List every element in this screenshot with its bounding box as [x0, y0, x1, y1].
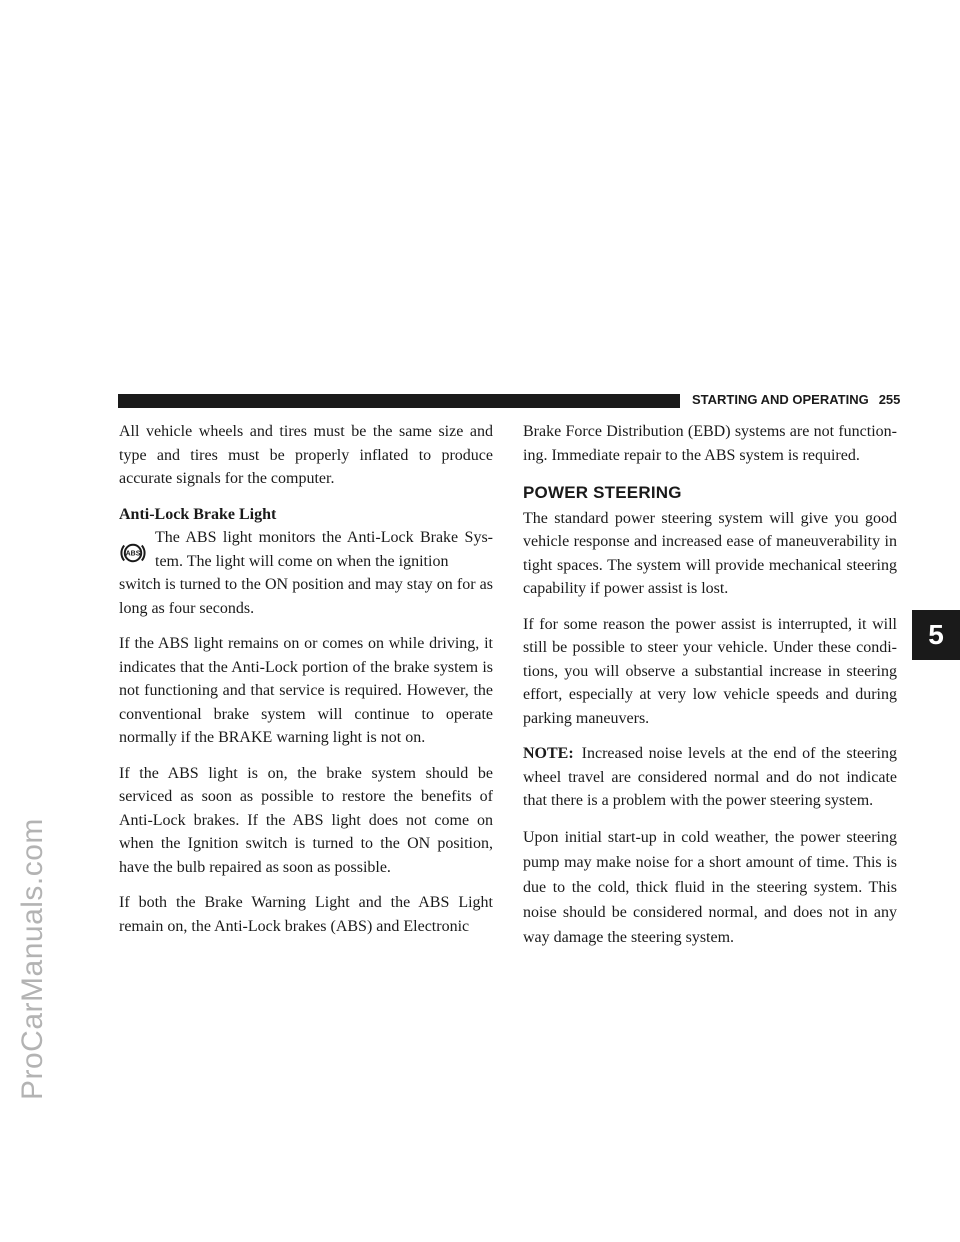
right-column: [523, 420, 897, 962]
abs-icon-label: ABS: [125, 550, 141, 558]
abs-light-description-continued: switch is turned to the ON position and may stay on for as long as four seconds.: [119, 576, 493, 617]
subheading-anti-lock-brake-light: Anti-Lock Brake Light: [119, 505, 277, 523]
paragraph-cold-weather: Upon initial start-up in cold weather, the power steering pump may make noise for a short amount of time. This is due to the cold, thick fluid in the steering system. This noise should be considered normal, and does not in any way damage the steering system.: [523, 828, 897, 946]
note: [523, 742, 897, 813]
page-number: 255: [878, 392, 901, 407]
note-text: Increased noise levels at the end of the steering wheel travel are considered normal and do not indicate that there is a problem with the power steering system.: [523, 745, 897, 809]
header-rule: [118, 394, 680, 408]
heading-power-steering: POWER STEERING: [523, 483, 682, 502]
abs-warning-light-icon: [120, 540, 146, 566]
section-tab: 5: [912, 610, 960, 660]
note-label: NOTE:: [523, 745, 574, 762]
paragraph-abs-remains-on: If the ABS light remains on or comes on while driving, it indicates that the Anti-Lock portion of the brake system is not functioning and that service is required. However, the conventional brake system will continue to operate normally if the BRAKE warning light is not on.: [119, 635, 493, 746]
paragraph-power-steering-intro: The standard power steering system will give you good vehicle response and increased ease of maneuverability in tight spaces. The system will provide mechanical steering capability if power assist is lost.: [523, 509, 897, 597]
paragraph-tire-size: All vehicle wheels and tires must be the same size and type and tires must be properly inflated to produce accurate signals for the computer.: [119, 423, 493, 487]
abs-light-description: The ABS light monitors the Anti-Lock Brake Sys- tem. The light will come on when the ignition: [155, 529, 493, 570]
left-column: [119, 420, 493, 950]
abs-light-block: [119, 526, 493, 573]
paragraph-abs-service: If the ABS light is on, the brake system should be serviced as soon as possible to restore the benefits of Anti-Lock brakes. If the ABS light does not come on when the Ignition switch is turned to the ON position, have the bulb repaired as soon as possible.: [119, 764, 493, 876]
watermark: ProCarManuals.com: [16, 818, 49, 1100]
running-header: [692, 392, 900, 407]
paragraph-ebd: Brake Force Distribution (EBD) systems are not function- ing. Immediate repair to the ABS system is required.: [523, 423, 897, 464]
paragraph-power-assist-interrupted: If for some reason the power assist is interrupted, it will still be possible to steer your vehicle. Under these condi- tions, you will observe a substantial increase in steering effort, especially at very low vehicle speeds and during parking maneuvers.: [523, 615, 897, 727]
paragraph-both-lights: If both the Brake Warning Light and the ABS Light remain on, the Anti-Lock brakes (ABS) and Electronic: [119, 894, 493, 935]
section-title: STARTING AND OPERATING: [692, 392, 869, 407]
